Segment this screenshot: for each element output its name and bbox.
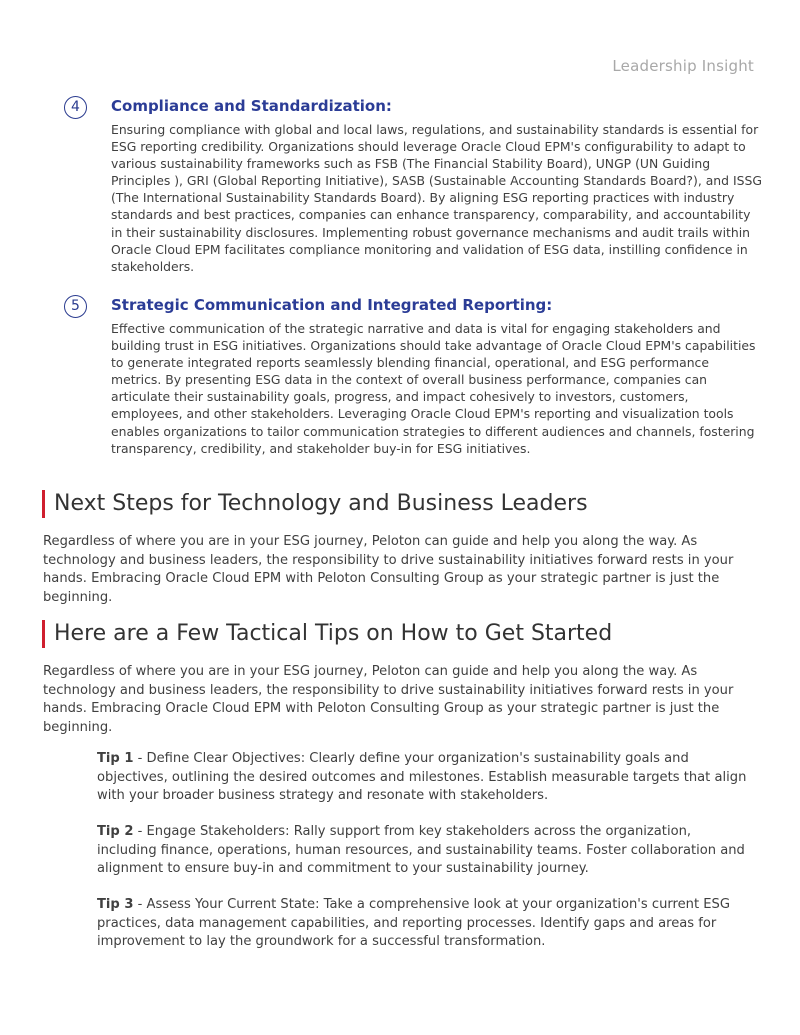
- tip-text: - Define Clear Objectives: Clearly define your organization's sustainability goals and objectives, outlining the desired outcomes and milestones. Establish measurable targets that align with your broader business strategy and resonate with stakeholders.: [97, 751, 747, 804]
- next-steps-paragraph: Regardless of where you are in your ESG journey, Peloton can guide and help you along the way. As technology and business leaders, the responsibility to drive sustainability initiatives forward rests in your hands. Embracing Oracle Cloud EPM with Peloton Consulting Group as your strategic partner is just the beginning.: [43, 534, 734, 605]
- tip-item: [97, 823, 747, 879]
- tip-text: - Engage Stakeholders: Rally support from key stakeholders across the organization, including finance, operations, human resources, and sustainability teams. Foster collaboration and alignment to ensure buy-in and commitment to your sustainability journey.: [97, 824, 745, 877]
- item-body: Ensuring compliance with global and local laws, regulations, and sustainability standards is essential for ESG reporting credibility. Organizations should leverage Oracle Cloud EPM's configurability to adapt to various sustainability frameworks such as FSB (The Financial Stability Board), UNGP (UN Guiding Principles ), GRI (Global Reporting Initiative), SASB (Sustainable Accounting Standards Board?), and ISSG (The International Sustainability Standards Board). By aligning ESG reporting practices with industry standards and best practices, companies can enhance transparency, comparability, and accountability in their sustainability disclosures. Implementing robust governance mechanisms and audit trails within Oracle Cloud EPM facilitates compliance monitoring and validation of ESG data, instilling confidence in stakeholders.: [111, 122, 762, 274]
- item-title: Compliance and Standardization:: [111, 97, 392, 115]
- item-title: Strategic Communication and Integrated Reporting:: [111, 296, 553, 314]
- number-badge: 5: [64, 295, 87, 318]
- section-heading-tactical-tips: Here are a Few Tactical Tips on How to Get Started: [42, 620, 612, 648]
- item-body: Effective communication of the strategic narrative and data is vital for engaging stakeholders and building trust in ESG initiatives. Organizations should take advantage of Oracle Cloud EPM's capabilities to generate integrated reports seamlessly blending financial, operational, and ESG performance metrics. By presenting ESG data in the context of overall business performance, companies can articulate their sustainability goals, progress, and impact cohesively to investors, customers, employees, and other stakeholders. Leveraging Oracle Cloud EPM's reporting and visualization tools enables organizations to tailor communication strategies to different audiences and channels, fostering transparency, credibility, and stakeholder buy-in for ESG initiatives.: [111, 321, 756, 456]
- tactical-tips-paragraph: Regardless of where you are in your ESG journey, Peloton can guide and help you along the way. As technology and business leaders, the responsibility to drive sustainability initiatives forward rests in your hands. Embracing Oracle Cloud EPM with Peloton Consulting Group as your strategic partner is just the beginning.: [43, 664, 734, 735]
- numbered-item-strategic-communication: [64, 295, 764, 465]
- tip-text: - Assess Your Current State: Take a comprehensive look at your organization's current ESG practices, data management capabilities, and reporting processes. Identify gaps and areas for improvement to lay the groundwork for a successful transformation.: [97, 897, 730, 950]
- tip-item: [97, 750, 747, 806]
- header-label: Leadership Insight: [612, 57, 754, 75]
- section-heading-next-steps: Next Steps for Technology and Business Leaders: [42, 490, 588, 518]
- numbered-item-compliance: [64, 96, 764, 281]
- tip-label: Tip 1: [97, 751, 134, 766]
- tip-item: [97, 896, 747, 952]
- number-badge: 4: [64, 96, 87, 119]
- tip-label: Tip 3: [97, 897, 134, 912]
- tip-label: Tip 2: [97, 824, 134, 839]
